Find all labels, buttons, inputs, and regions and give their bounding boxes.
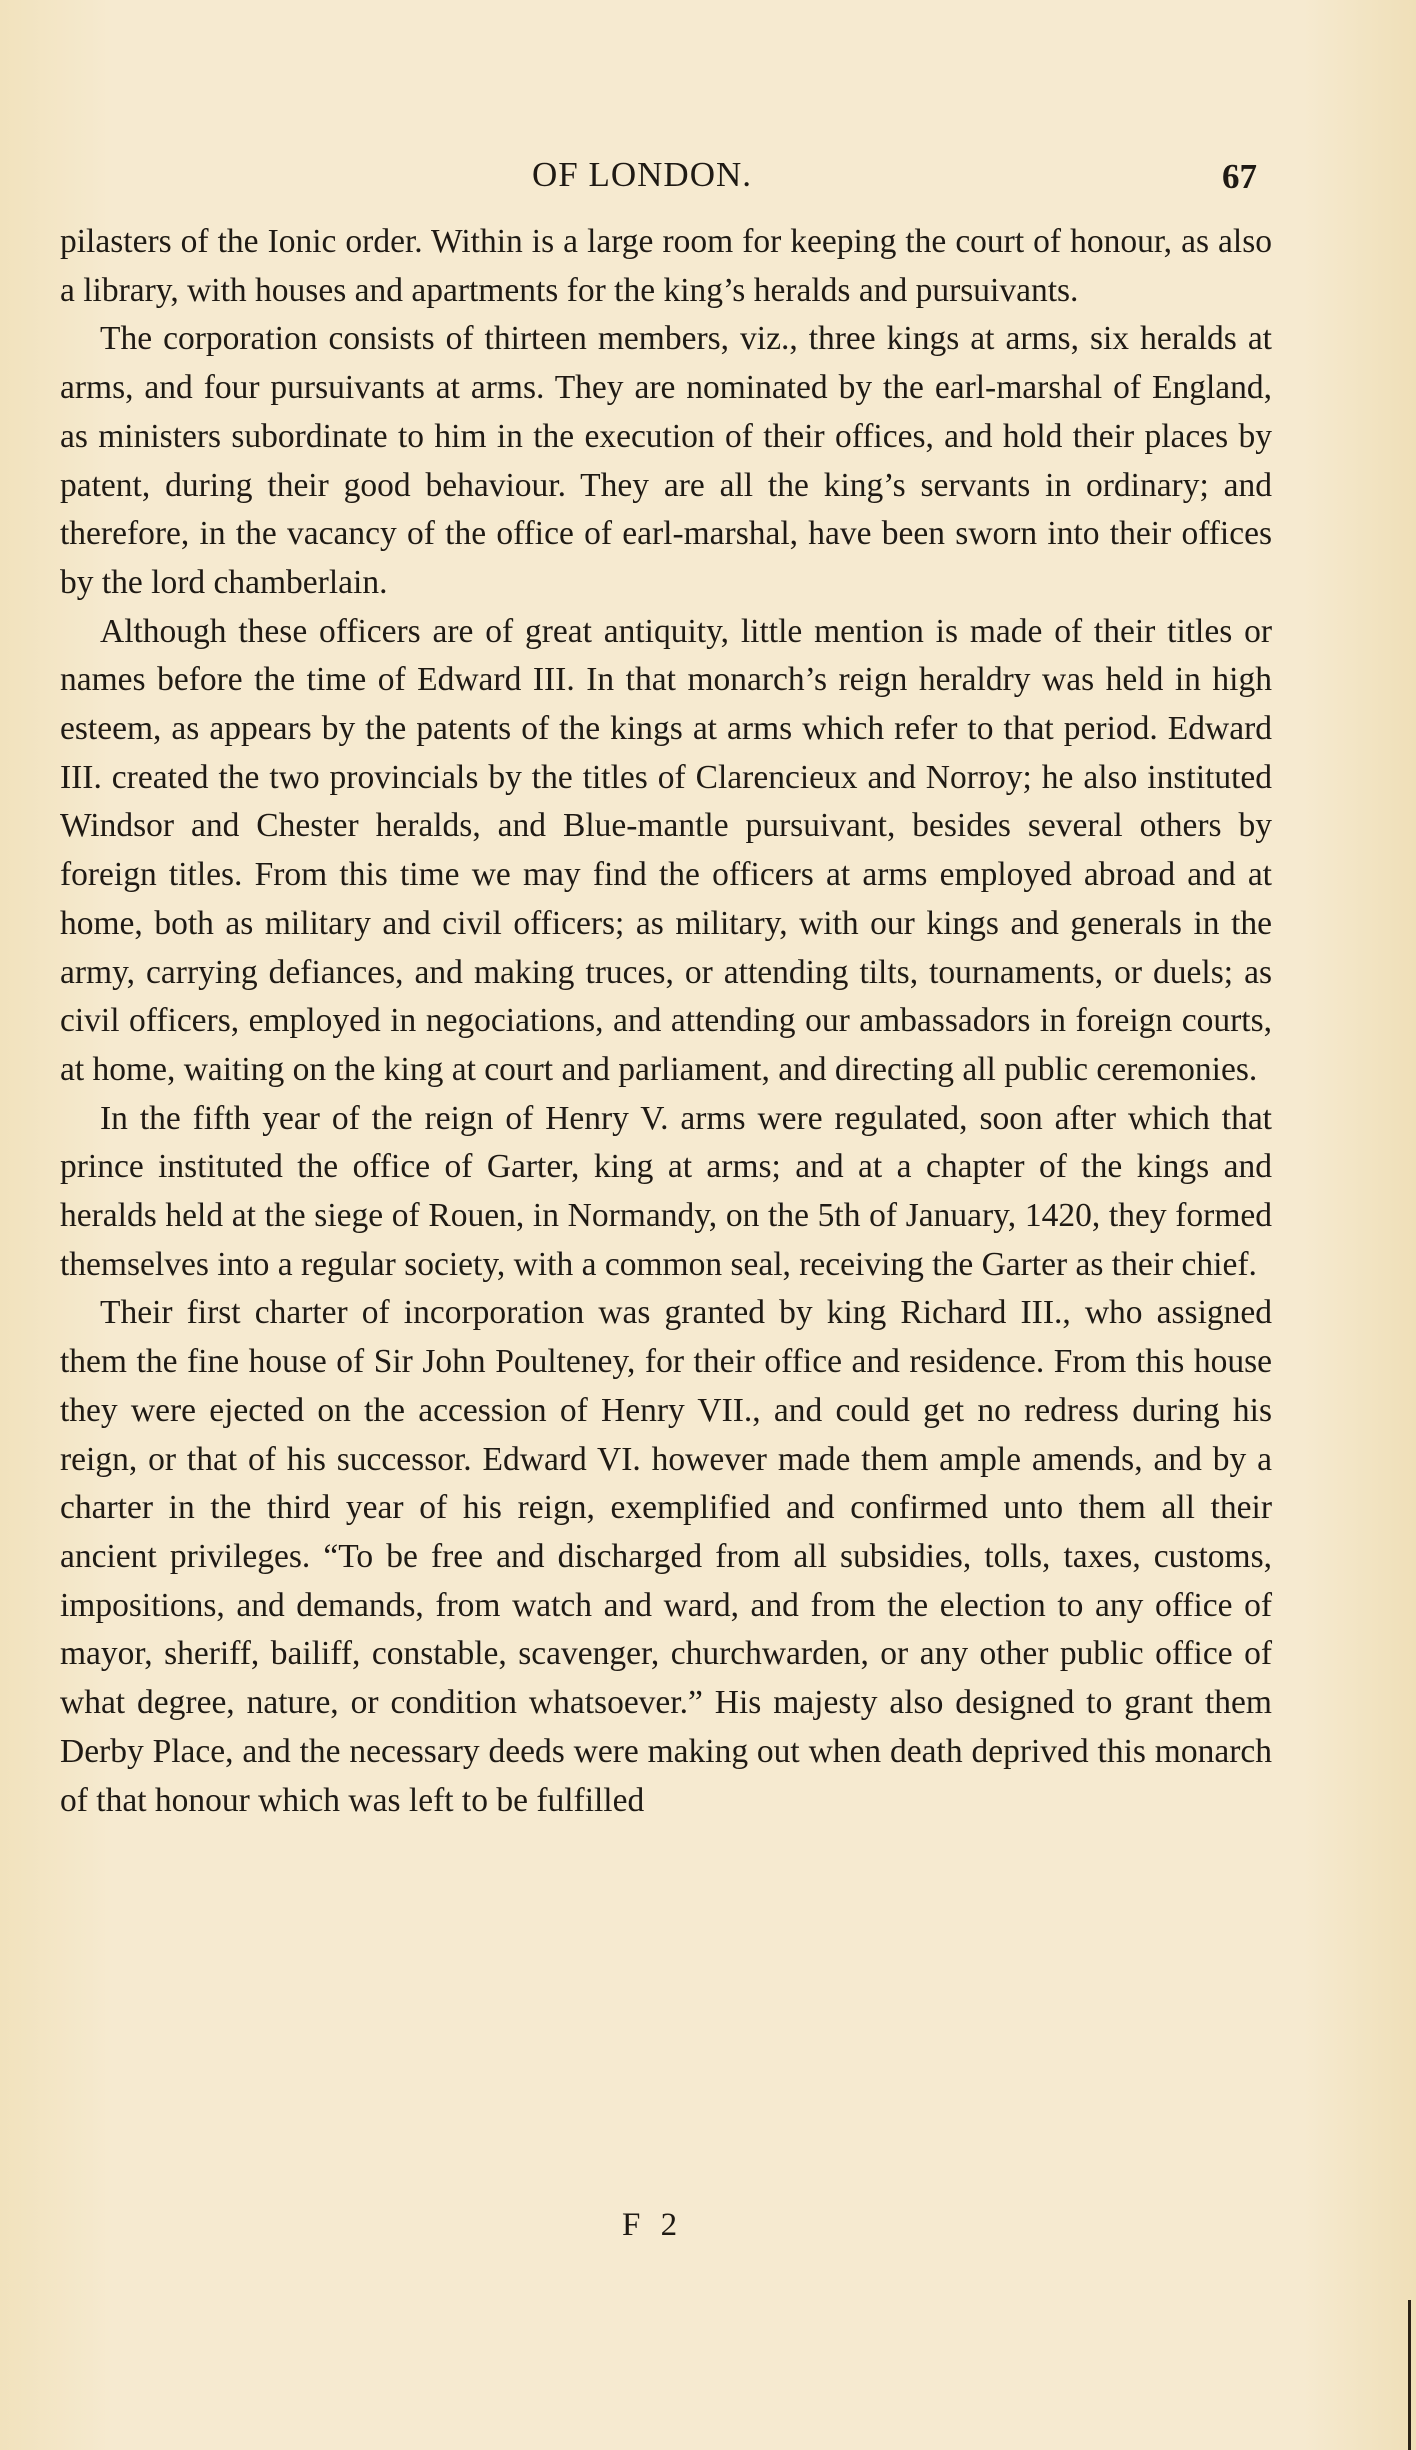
- paragraph: Their first charter of incorporation was granted by king Richard III., who assigned them the fine house of Sir John Poulteney, for their office and residence. From this house they were ejected on the accession of Henry VII., and could get no redress during his reign, or that of his successor. Edward VI. however made them ample amends, and by a charter in the third year of his reign, exemplified and confirmed unto them all their ancient privileges. “To be free and discharged from all subsidies, tolls, taxes, customs, impositions, and demands, from watch and ward, and from the election to any office of mayor, sheriff, bailiff, constable, scavenger, churchwarden, or any other public office of what degree, nature, or condition whatsoever.” His majesty also designed to grant them Derby Place, and the necessary deeds were making out when death deprived this monarch of that honour which was left to be fulfilled: [60, 1294, 1272, 1819]
- binding-edge-mark: [1408, 2300, 1411, 2450]
- paragraph: The corporation consists of thirteen members, viz., three kings at arms, six heralds at arms, and four pursuivants at arms. They are nominated by the earl-marshal of England, as ministers subordinate to him in the execution of their offices, and hold their places by patent, during their good behaviour. They are all the king’s servants in ordinary; and therefore, in the vacancy of the office of earl-marshal, have been sworn into their offices by the lord chamberlain.: [60, 320, 1272, 601]
- signature-mark: F 2: [622, 2207, 684, 2243]
- page-header: [0, 150, 1416, 200]
- body-text: [60, 218, 1272, 1825]
- paragraph: In the fifth year of the reign of Henry V. arms were regulated, soon after which that prince instituted the office of Garter, king at arms; and at a chapter of the kings and heralds held at the siege of Rouen, in Normandy, on the 5th of January, 1420, they formed themselves into a regular society, with a common seal, receiving the Garter as their chief.: [60, 1099, 1272, 1283]
- paragraph: pilasters of the Ionic order. Within is a large room for keeping the court of honour, as also a library, with houses and apartments for the king’s heralds and pursuivants.: [60, 223, 1272, 309]
- running-head: OF LONDON.: [532, 155, 752, 194]
- page-number: 67: [1222, 157, 1257, 196]
- paragraph: Although these officers are of great antiquity, little mention is made of their titles or names before the time of Edward III. In that monarch’s reign heraldry was held in high esteem, as appears by the patents of the kings at arms which refer to that period. Edward III. created the two provincials by the titles of Clarencieux and Norroy; he also instituted Windsor and Chester heralds, and Blue-mantle pursuivant, besides several others by foreign titles. From this time we may find the officers at arms employed abroad and at home, both as military and civil officers; as military, with our kings and generals in the army, carrying defiances, and making truces, or attending tilts, tournaments, or duels; as civil officers, employed in negociations, and attending our ambassadors in foreign courts, at home, waiting on the king at court and parliament, and directing all public ceremonies.: [60, 612, 1272, 1088]
